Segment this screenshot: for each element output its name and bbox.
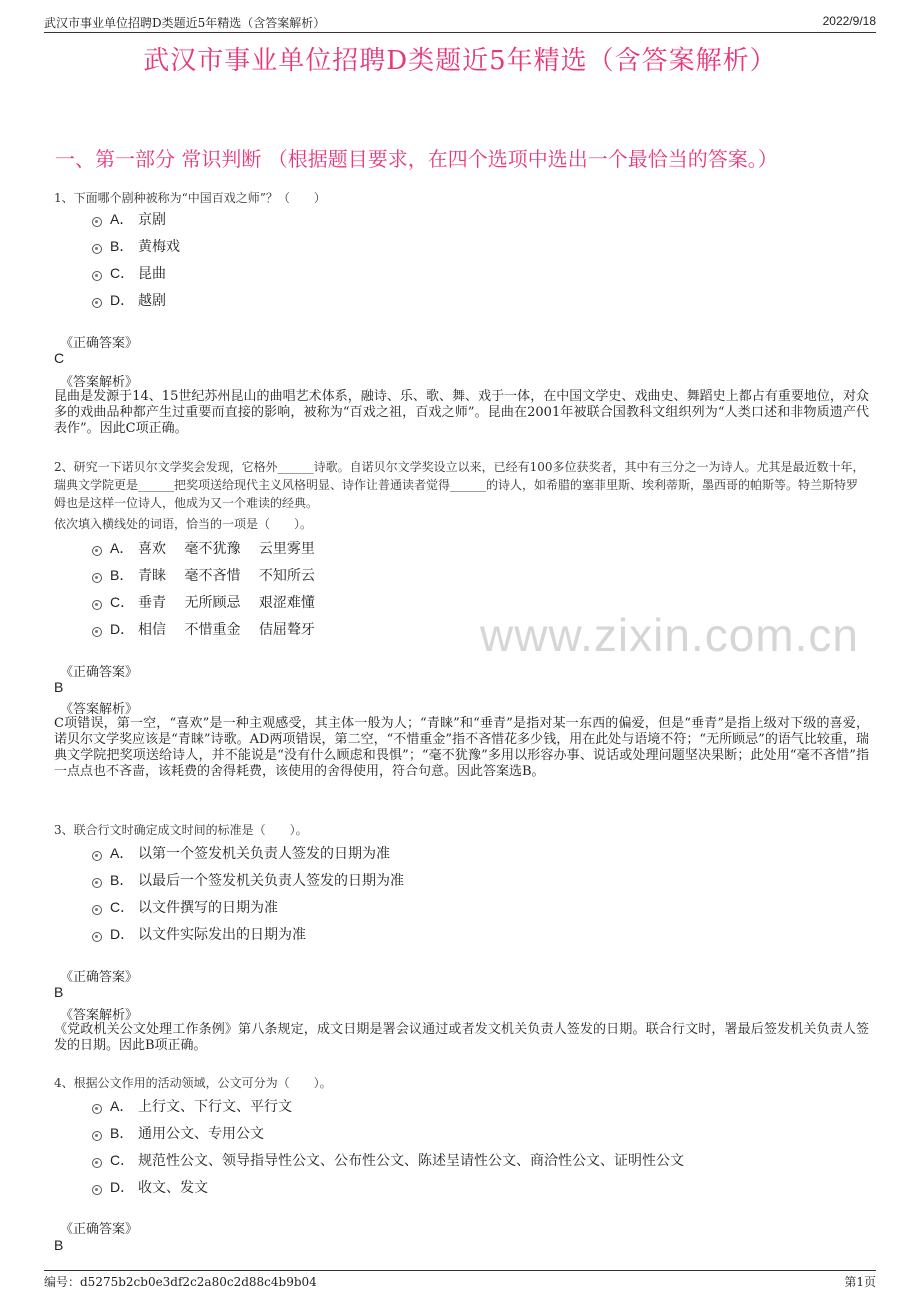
footer-page-number: 第1页 <box>844 1275 876 1289</box>
radio-icon[interactable] <box>92 1131 102 1141</box>
question-1-option-b[interactable] <box>92 236 180 258</box>
option-letter: B． <box>110 1125 134 1141</box>
option-letter: C． <box>110 899 135 915</box>
option-letter: D． <box>110 926 135 942</box>
watermark: www.zixin.com.cn <box>480 609 859 661</box>
question-3-option-a[interactable] <box>92 843 390 865</box>
radio-icon[interactable] <box>92 244 102 254</box>
question-1-option-d[interactable] <box>92 290 166 312</box>
question-3-analysis-label: 《答案解析》 <box>60 1008 139 1023</box>
question-1-stem: 1、下面哪个剧种被称为“中国百戏之师”？（ ） <box>54 191 326 205</box>
option-letter: C． <box>110 1152 135 1168</box>
option-text: 规范性公文、领导指导性公文、公布性公文、陈述呈请性公文、商洽性公文、证明性公文 <box>138 1153 684 1169</box>
radio-icon[interactable] <box>92 298 102 308</box>
option-text: 以最后一个签发机关负责人签发的日期为准 <box>138 873 404 889</box>
question-3-analysis: 《党政机关公文处理工作条例》第八条规定，成文日期是署会议通过或者发文机关负责人签发的日期。联合行文时，署最后签发机关负责人签发的日期。因此B项正确。 <box>54 1022 869 1053</box>
question-3-option-d[interactable] <box>92 924 306 946</box>
question-2-option-b[interactable] <box>92 565 315 587</box>
option-text: 通用公文、专用公文 <box>138 1126 264 1142</box>
option-letter: B． <box>110 872 134 888</box>
question-2-answer-label: 《正确答案》 <box>60 665 139 680</box>
question-4-answer: B <box>54 1237 64 1253</box>
question-1-option-a[interactable] <box>92 209 166 231</box>
radio-icon[interactable] <box>92 932 102 942</box>
question-4-answer-label: 《正确答案》 <box>60 1222 139 1237</box>
question-2-analysis-label: 《答案解析》 <box>60 702 139 717</box>
question-2-analysis: C项错误，第一空，“喜欢”是一种主观感受，其主体一般为人；“青睐”和“垂青”是指对某一东西的偏爱，但是“垂青”是指上级对下级的喜爱，诺贝尔文学奖应该是“青睐”诗歌。AD两项错误，第二空，“不惜重金”指不吝惜花多少钱，用在此处与语境不符；“无所顾忌”的语气比较重，瑞典文学院把奖项送给诗人，并不能说是“没有什么顾虑和畏惧”；“毫不犹豫”多用以形容办事、说话或处理问题坚决果断；此处用“毫不吝惜”指一点点也不吝啬，该耗费的舍得耗费，该使用的舍得使用，符合句意。因此答案选B。 <box>54 716 869 779</box>
question-3-answer-label: 《正确答案》 <box>60 970 139 985</box>
option-text: 以文件撰写的日期为准 <box>138 900 278 916</box>
radio-icon[interactable] <box>92 1158 102 1168</box>
radio-icon[interactable] <box>92 905 102 915</box>
question-1-option-c[interactable] <box>92 263 166 285</box>
section-title: 一、第一部分 常识判断 （根据题目要求，在四个选项中选出一个最恰当的答案。） <box>55 147 778 171</box>
radio-icon[interactable] <box>92 1104 102 1114</box>
question-3-option-c[interactable] <box>92 897 278 919</box>
question-4-option-d[interactable] <box>92 1177 208 1199</box>
option-letter: C． <box>110 594 135 610</box>
radio-icon[interactable] <box>92 271 102 281</box>
radio-icon[interactable] <box>92 600 102 610</box>
question-3-stem: 3、联合行文时确定成文时间的标准是（ ）。 <box>54 823 308 837</box>
question-2-instruction: 依次填入横线处的词语，恰当的一项是（ ）。 <box>54 517 313 531</box>
question-2-answer: B <box>54 679 64 695</box>
question-1-analysis-label: 《答案解析》 <box>60 375 139 390</box>
question-1-analysis: 昆曲是发源于14、15世纪苏州昆山的曲唱艺术体系，融诗、乐、歌、舞、戏于一体，在中国文学史、戏曲史、舞蹈史上都占有重要地位，对众多的戏曲品种都产生过重要而直接的影响，被称为“百戏之祖，百戏之师”。昆曲在2001年被联合国教科文组织列为“人类口述和非物质遗产代表作”。因此C项正确。 <box>54 389 869 436</box>
option-letter: C． <box>110 265 135 281</box>
radio-icon[interactable] <box>92 878 102 888</box>
radio-icon[interactable] <box>92 627 102 637</box>
option-letter: D． <box>110 1179 135 1195</box>
question-4-option-b[interactable] <box>92 1123 264 1145</box>
option-letter: B． <box>110 567 134 583</box>
option-letter: A． <box>110 845 134 861</box>
question-4-option-a[interactable] <box>92 1096 292 1118</box>
question-2-option-a[interactable] <box>92 538 315 560</box>
header-doc-name: 武汉市事业单位招聘D类题近5年精选（含答案解析） <box>44 16 326 30</box>
question-2-option-c[interactable] <box>92 592 315 614</box>
question-3-option-b[interactable] <box>92 870 404 892</box>
option-text: 越剧 <box>138 293 166 309</box>
option-text: 垂青 无所顾忌 艰涩难懂 <box>138 595 315 611</box>
option-letter: A． <box>110 211 134 227</box>
option-letter: A． <box>110 1098 134 1114</box>
header-date: 2022/9/18 <box>822 14 876 28</box>
option-letter: D． <box>110 621 135 637</box>
radio-icon[interactable] <box>92 546 102 556</box>
option-letter: B． <box>110 238 134 254</box>
option-letter: D． <box>110 292 135 308</box>
option-text: 收文、发文 <box>138 1180 208 1196</box>
question-2-stem: 2、研究一下诺贝尔文学奖会发现，它格外______诗歌。自诺贝尔文学奖设立以来，已经有100多位获奖者，其中有三分之一为诗人。尤其是最近数十年，瑞典文学院更是______把奖项送给现代主义风格明显、诗作让普通读者觉得______的诗人，如希腊的塞菲里斯、埃利蒂斯，墨西哥的帕斯等。特兰斯特罗姆也是这样一位诗人，他成为又一个难读的经典。 <box>54 460 865 510</box>
question-3-answer: B <box>54 984 64 1000</box>
footer-doc-code: 编号：d5275b2cb0e3df2c2a80c2d88c4b9b04 <box>44 1275 317 1289</box>
option-text: 相信 不惜重金 佶屈聱牙 <box>138 622 315 638</box>
radio-icon[interactable] <box>92 573 102 583</box>
question-1-answer: C <box>54 350 65 366</box>
option-text: 喜欢 毫不犹豫 云里雾里 <box>138 541 315 557</box>
option-text: 黄梅戏 <box>138 239 180 255</box>
radio-icon[interactable] <box>92 217 102 227</box>
option-text: 上行文、下行文、平行文 <box>138 1099 292 1115</box>
option-text: 青睐 毫不吝惜 不知所云 <box>138 568 315 584</box>
question-1-answer-label: 《正确答案》 <box>60 336 139 351</box>
radio-icon[interactable] <box>92 1185 102 1195</box>
page-footer <box>44 1270 876 1289</box>
option-text: 昆曲 <box>138 266 166 282</box>
document-title: 武汉市事业单位招聘D类题近5年精选（含答案解析） <box>143 46 777 76</box>
question-2-option-d[interactable] <box>92 619 315 641</box>
radio-icon[interactable] <box>92 851 102 861</box>
option-text: 京剧 <box>138 212 166 228</box>
option-text: 以第一个签发机关负责人签发的日期为准 <box>138 846 390 862</box>
option-text: 以文件实际发出的日期为准 <box>138 927 306 943</box>
question-4-stem: 4、根据公文作用的活动领域，公文可分为（ ）。 <box>54 1076 332 1090</box>
page-header <box>44 12 876 33</box>
option-letter: A． <box>110 540 134 556</box>
question-4-option-c[interactable] <box>92 1150 684 1172</box>
